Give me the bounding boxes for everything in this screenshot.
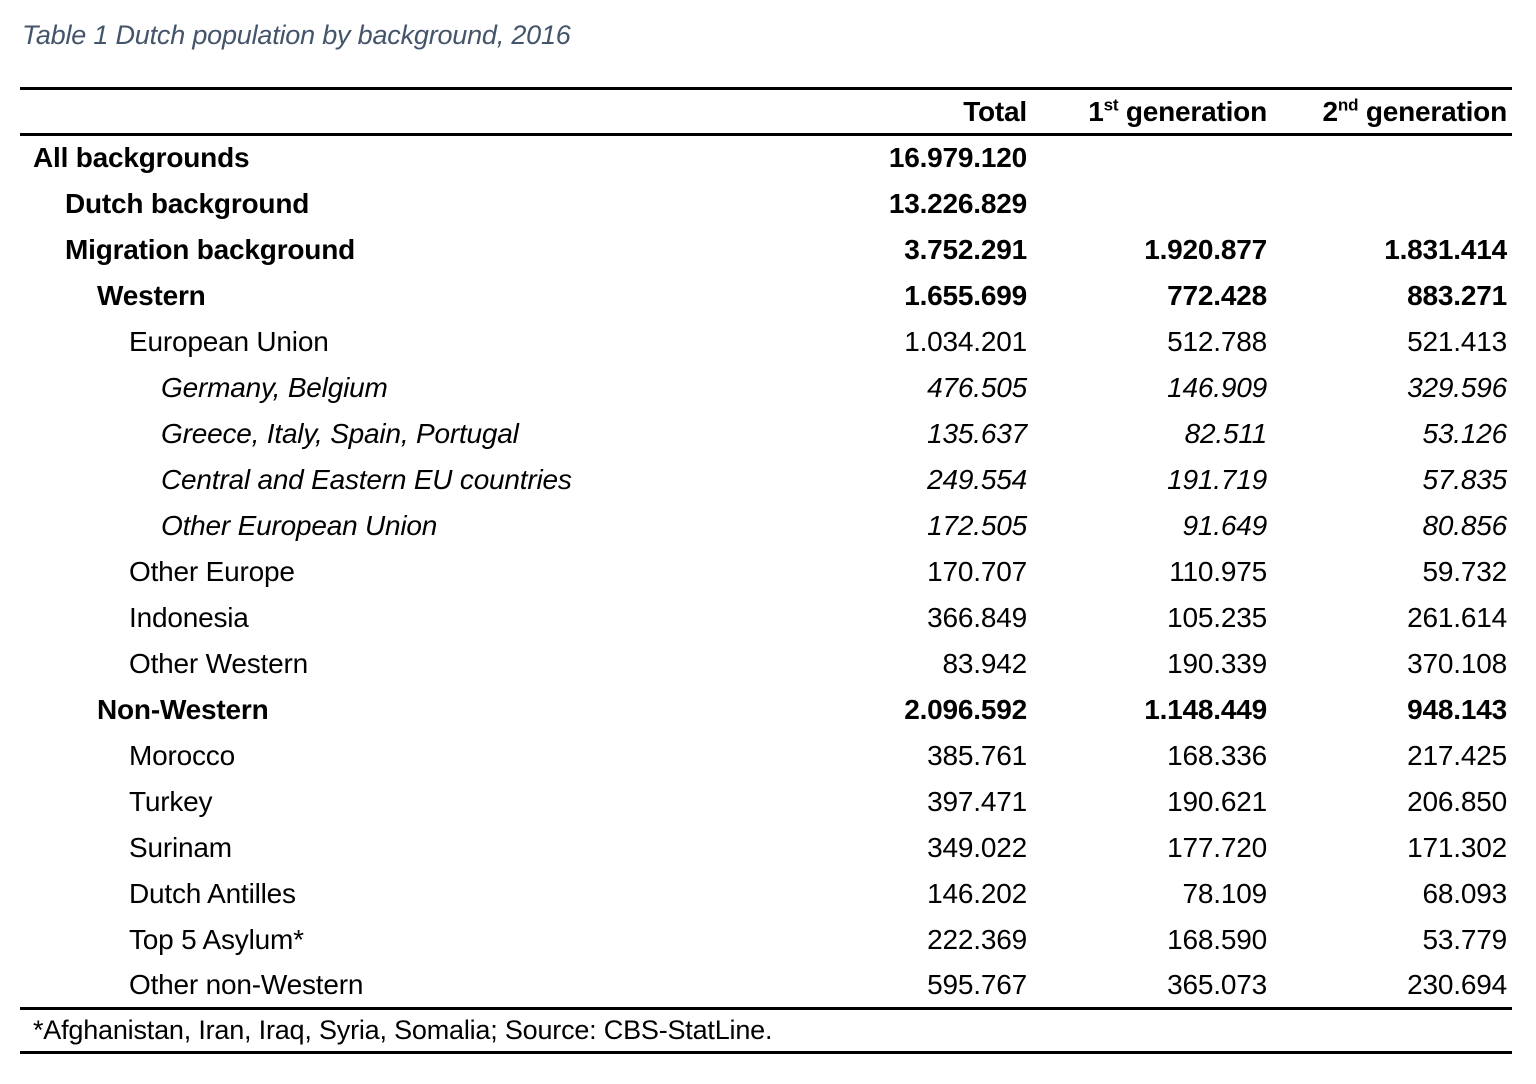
table-row (20, 825, 1512, 871)
cell-1st-generation: 105.235 (1167, 601, 1267, 633)
cell-total: 3.752.291 (904, 233, 1027, 265)
cell-2nd-generation: 206.850 (1407, 785, 1507, 817)
table-row (20, 273, 1512, 319)
col-header-1st-generation (1032, 89, 1272, 135)
table-row (20, 135, 1512, 181)
table-row (20, 917, 1512, 963)
table-row (20, 319, 1512, 365)
cell-2nd-generation: 68.093 (1422, 877, 1507, 909)
cell-total: 595.767 (927, 968, 1027, 1000)
row-label: Dutch background (65, 187, 310, 219)
col-header-blank (20, 89, 792, 135)
row-label: Surinam (129, 831, 232, 863)
table-row (20, 457, 1512, 503)
table-row (20, 503, 1512, 549)
cell-2nd-generation (1272, 135, 1512, 181)
cell-1st-generation: 177.720 (1167, 831, 1267, 863)
cell-total: 135.637 (927, 417, 1027, 449)
cell-1st-generation: 110.975 (1169, 555, 1267, 587)
cell-total: 170.707 (927, 555, 1027, 587)
cell-2nd-generation: 948.143 (1407, 693, 1507, 725)
cell-2nd-generation: 59.732 (1422, 555, 1507, 587)
cell-1st-generation: 190.621 (1167, 785, 1267, 817)
cell-1st-generation: 190.339 (1167, 647, 1267, 679)
row-label: Other European Union (161, 509, 438, 541)
cell-2nd-generation: 1.831.414 (1384, 233, 1507, 265)
row-label: Dutch Antilles (129, 877, 296, 909)
table-row (20, 641, 1512, 687)
row-label: Turkey (129, 785, 213, 817)
table-row (20, 871, 1512, 917)
cell-1st-generation: 772.428 (1167, 279, 1267, 311)
gen1-word: generation (1118, 95, 1267, 127)
table-row (20, 365, 1512, 411)
row-label: Non-Western (97, 693, 269, 725)
gen2-ordinal-suffix: nd (1337, 95, 1359, 115)
table-row (20, 963, 1512, 1009)
cell-total: 13.226.829 (888, 187, 1027, 219)
table-row (20, 181, 1512, 227)
cell-total: 476.505 (927, 371, 1027, 403)
cell-total: 1.034.201 (904, 325, 1027, 357)
cell-2nd-generation: 521.413 (1407, 325, 1507, 357)
cell-2nd-generation: 261.614 (1407, 601, 1507, 633)
cell-2nd-generation: 217.425 (1407, 739, 1507, 771)
table-row (20, 595, 1512, 641)
table-body (20, 135, 1512, 1009)
cell-2nd-generation: 329.596 (1407, 371, 1507, 403)
gen1-ordinal-suffix: st (1103, 95, 1119, 115)
cell-1st-generation (1032, 135, 1272, 181)
row-label: Migration background (65, 233, 356, 265)
row-label: Other non-Western (129, 968, 364, 1000)
cell-1st-generation (1032, 181, 1272, 227)
cell-2nd-generation: 230.694 (1407, 968, 1507, 1000)
cell-total: 222.369 (927, 923, 1027, 955)
cell-2nd-generation (1272, 181, 1512, 227)
table-row (20, 227, 1512, 273)
table-header-row (20, 89, 1512, 135)
cell-1st-generation: 146.909 (1167, 371, 1267, 403)
gen1-num: 1 (1088, 95, 1104, 127)
table-row (20, 733, 1512, 779)
cell-2nd-generation: 53.779 (1422, 923, 1507, 955)
cell-1st-generation: 191.719 (1167, 463, 1267, 495)
footnote-row (20, 1009, 1512, 1053)
footnote: *Afghanistan, Iran, Iraq, Syria, Somalia; Source: CBS-StatLine. (33, 1015, 773, 1045)
cell-2nd-generation: 57.835 (1422, 463, 1507, 495)
row-label: Western (97, 279, 206, 311)
row-label: All backgrounds (33, 142, 250, 174)
page-title: Table 1 Dutch population by background, 2016 (22, 20, 571, 50)
table-row (20, 549, 1512, 595)
cell-total: 83.942 (942, 647, 1027, 679)
cell-total: 172.505 (927, 509, 1027, 541)
population-table (20, 87, 1512, 1054)
cell-1st-generation: 1.920.877 (1144, 233, 1267, 265)
row-label: European Union (129, 325, 329, 357)
gen2-word: generation (1358, 95, 1507, 127)
cell-total: 385.761 (927, 739, 1027, 771)
cell-2nd-generation: 883.271 (1407, 279, 1507, 311)
cell-total: 2.096.592 (904, 693, 1027, 725)
cell-1st-generation: 512.788 (1167, 325, 1267, 357)
row-label: Greece, Italy, Spain, Portugal (161, 417, 519, 449)
cell-1st-generation: 78.109 (1182, 877, 1267, 909)
cell-2nd-generation: 370.108 (1407, 647, 1507, 679)
col-header-2nd-generation (1272, 89, 1512, 135)
cell-total: 366.849 (927, 601, 1027, 633)
row-label: Top 5 Asylum* (129, 923, 304, 955)
cell-total: 146.202 (927, 877, 1027, 909)
cell-2nd-generation: 171.302 (1407, 831, 1507, 863)
cell-1st-generation: 168.590 (1167, 923, 1267, 955)
cell-total: 249.554 (927, 463, 1027, 495)
table-row (20, 411, 1512, 457)
col-header-total: Total (963, 95, 1027, 127)
row-label: Other Europe (129, 555, 295, 587)
cell-1st-generation: 91.649 (1182, 509, 1267, 541)
cell-2nd-generation: 80.856 (1422, 509, 1507, 541)
row-label: Central and Eastern EU countries (161, 463, 572, 495)
cell-2nd-generation: 53.126 (1422, 417, 1507, 449)
row-label: Morocco (129, 739, 235, 771)
row-label: Germany, Belgium (161, 371, 388, 403)
cell-total: 1.655.699 (904, 279, 1027, 311)
population-table-wrapper (20, 87, 1512, 1054)
cell-total: 16.979.120 (888, 142, 1027, 174)
table-row (20, 687, 1512, 733)
gen2-num: 2 (1322, 95, 1338, 127)
table-row (20, 779, 1512, 825)
row-label: Indonesia (129, 601, 249, 633)
cell-total: 349.022 (927, 831, 1027, 863)
cell-1st-generation: 365.073 (1167, 968, 1267, 1000)
cell-total: 397.471 (927, 785, 1027, 817)
cell-1st-generation: 82.511 (1184, 417, 1267, 449)
cell-1st-generation: 168.336 (1167, 739, 1267, 771)
row-label: Other Western (129, 647, 308, 679)
cell-1st-generation: 1.148.449 (1144, 693, 1267, 725)
